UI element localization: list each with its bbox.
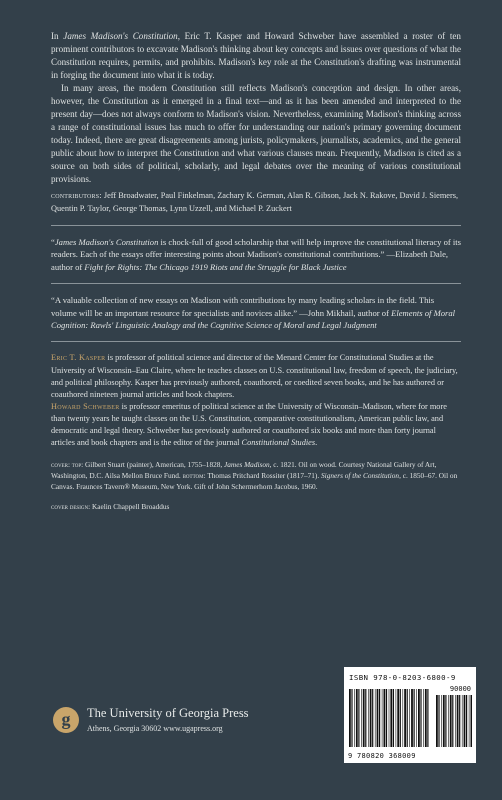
artwork-title: James Madison xyxy=(224,460,270,470)
book-title: James Madison's Constitution xyxy=(54,237,159,247)
credit-label: top: xyxy=(69,460,84,470)
press-name: The University of Georgia Press xyxy=(87,706,249,720)
description-paragraph-1 xyxy=(51,30,461,82)
blurb-text: “A valuable collection of new essays on Madison with contributions by many leading scholars in the field. This volume will be an important resource for specialists and novices alike.” —John Mikhail, author of xyxy=(51,295,435,318)
artwork-title: Signers of the Constitution xyxy=(321,471,400,481)
contributors-names: Jeff Broadwater, Paul Finkelman, Zachary K. German, Alan R. Gibson, Jack N. Rakove, David J. Siemers, Quentin P. Taylor, George Thomas, Lynn Uzzell, and Michael P. Zuckert xyxy=(51,191,459,213)
description-paragraph-2: In many areas, the modern Constitution still reflects Madison's conception and design. In other areas, however, the Constitution as it emerged in a final text—and as it has been amended and interpreted to the present day—does not always conform to Madison's vision. Nevertheless, examining Madison's thinking across a range of constitutional issues has much to offer for understanding our nation's primary governing document today. Indeed, there are great disagreements among jurists, policymakers, journalists, academics, and the general public about how to interpret the Constitution and what various clauses mean. Frequently, Madison is cited as a source on both sides of political, scholarly, and legal debates over the meaning of various constitutional provisions. xyxy=(51,83,461,184)
isbn-barcode xyxy=(344,667,476,763)
back-cover-text xyxy=(51,30,461,511)
blurb-author-work: Fight for Rights: The Chicago 1919 Riots and the Struggle for Black Justice xyxy=(84,261,347,272)
credit-label: cover: xyxy=(51,460,70,470)
credit-label: cover design: xyxy=(51,502,91,512)
divider xyxy=(51,283,461,284)
author-name: Eric T. Kasper xyxy=(51,353,106,363)
press-address: Athens, Georgia 30602 www.ugapress.org xyxy=(87,724,223,733)
cover-credits xyxy=(51,459,461,492)
credit-text: , c. 1821. Oil on wood. Courtesy National Gallery of Art, Washington, D.C. Ailsa Mellon Bruce Fund. xyxy=(51,460,437,481)
barcode-bars-icon xyxy=(349,689,431,747)
quote-mark: “ xyxy=(51,237,55,247)
credit-text: Thomas Pritchard Rossiter (1817–71). xyxy=(205,471,322,481)
bio-schweber xyxy=(51,401,461,449)
bio-text: is professor emeritus of political science at the University of Wisconsin–Madison, where for more than twenty years he taught classes on the U.S. Constitution, comparative constitutionalism, American public law, and democratic and legal theory. Schweber has previously authored or coauthored six books and more than forty journal articles and book chapters and is the editor of the journal xyxy=(51,401,447,448)
bio-kasper xyxy=(51,352,461,400)
publisher-block xyxy=(53,706,249,733)
contributors-label: contributors: xyxy=(51,191,102,200)
blurb-text: is chock-full of good scholarship that will help improve the constitutional literacy of its readers. Each of the essays offer interesting points about Madison's constitutional contributions.” —Elizabeth Dale, author of xyxy=(51,237,462,272)
divider xyxy=(51,225,461,226)
bio-text: is professor of political science and director of the Menard Center for Constitutional Studies at the University of Wisconsin–Eau Claire, where he teaches classes on U.S. constitutional law, freedom of speech, the judiciary, and political philosophy. Kasper has previously authored, coauthored, or coedited seven books, and he has authored or coauthored nineteen journal articles and book chapters. xyxy=(51,353,458,399)
credit-text: Gilbert Stuart (painter), American, 1755–1828, xyxy=(83,460,225,470)
desc-text: In xyxy=(51,31,64,41)
barcode-digits: 9 780820 368009 xyxy=(348,752,416,760)
designer-name: Kaelin Chappell Broaddus xyxy=(90,502,170,512)
cover-design-credit xyxy=(51,502,461,511)
bio-text: . xyxy=(315,438,318,448)
press-logo-icon: g xyxy=(53,707,79,733)
blurb-mikhail xyxy=(51,294,461,331)
desc-text: , Eric T. Kasper and Howard Schweber have assembled a roster of ten prominent contributors to excavate Madison's thinking about key concepts and issues over questions of what the Constitution requires, permits, and prohibits. Madison's key role at the Constitution's drafting was instrumental in forging the document into what it is today. xyxy=(51,31,461,80)
divider xyxy=(51,341,461,342)
isbn-text: ISBN 978-0-8203-6800-9 xyxy=(349,673,456,682)
credit-label: bottom: xyxy=(182,471,206,481)
author-name: Howard Schweber xyxy=(51,401,120,411)
credit-text: , c. 1850–67. Oil on Canvas. Fraunces Tavern® Museum, New York. Gift of John Schermerhorn Jacobus, 1960. xyxy=(51,471,458,492)
price-code: 90000 xyxy=(449,685,471,693)
journal-title: Constitutional Studies xyxy=(241,438,316,448)
book-title: James Madison's Constitution xyxy=(63,31,178,41)
blurb-author-work: Elements of Moral Cognition: Rawls' Linguistic Analogy and the Cognitive Science of Moral and Legal Judgment xyxy=(51,307,456,331)
price-barcode-bars-icon xyxy=(436,695,472,747)
contributors-list xyxy=(51,190,461,215)
blurb-dale xyxy=(51,236,461,273)
